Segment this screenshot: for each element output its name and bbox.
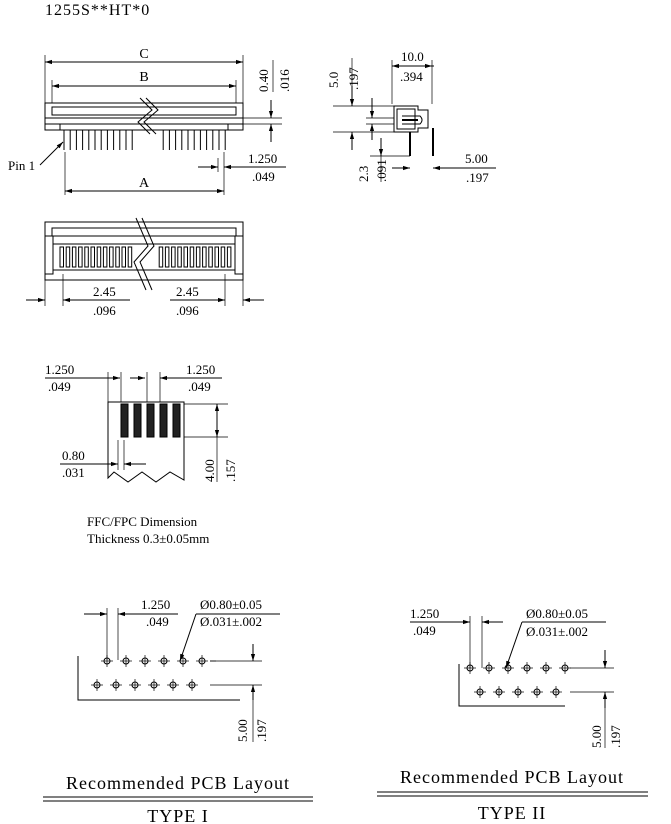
ffc-width-in: .031 (62, 465, 85, 480)
dim-c-label: C (139, 47, 149, 62)
contact (60, 247, 64, 267)
pcb1-spacing-mm: 5.00 (235, 719, 250, 742)
contact (215, 247, 219, 267)
pcb2-pitch-in: .049 (413, 623, 436, 638)
pcb1-hole-mm: Ø0.80±0.05 (200, 597, 263, 612)
top-view (8, 47, 292, 195)
side-offset-in: .197 (466, 170, 489, 185)
top-pitch-mm: 1.250 (248, 151, 278, 166)
side-lead-mm: 2.3 (356, 165, 371, 182)
pcb2-holes (464, 662, 571, 698)
ffc-conductor (160, 404, 167, 437)
pcb1-hole-in: Ø.031±.002 (200, 614, 263, 629)
contact (190, 247, 194, 267)
pcb1-holes (91, 655, 216, 691)
ffc-length-mm: 4.00 (202, 459, 217, 482)
pcb1-type-label: TYPE I (147, 806, 209, 824)
ffc-pitch-left-in: .049 (48, 379, 71, 394)
ffc-title: FFC/FPC Dimension (87, 514, 198, 529)
contact (178, 247, 182, 267)
pcb-layout-type2 (377, 606, 648, 823)
ffc-length-in: .157 (223, 459, 238, 482)
ffc-pitch-right-mm: 1.250 (186, 362, 216, 377)
pcb-layout-type1 (43, 597, 313, 824)
contact (209, 247, 213, 267)
contact (110, 247, 114, 267)
side-height-in: .197 (346, 67, 361, 90)
side-view (326, 49, 496, 185)
side-offset-mm: 5.00 (465, 151, 488, 166)
dim-b-label: B (139, 70, 149, 85)
contact (196, 247, 200, 267)
contact (172, 247, 176, 267)
pcb2-pitch-mm: 1.250 (410, 606, 440, 621)
pcb2-hole-mm: Ø0.80±0.05 (526, 606, 589, 621)
side-depth-in: .394 (400, 69, 423, 84)
ffc-dimension-view (45, 362, 238, 546)
contact (159, 247, 163, 267)
front-right-mm: 2.45 (176, 284, 199, 299)
part-number: 1255S**HT*0 (45, 2, 151, 19)
side-depth-mm: 10.0 (401, 49, 424, 64)
contact (165, 247, 169, 267)
ffc-pitch-left-mm: 1.250 (45, 362, 75, 377)
dim-a-label: A (138, 176, 150, 191)
contact (79, 247, 83, 267)
ffc-thickness: Thickness 0.3±0.05mm (87, 531, 210, 546)
pcb2-type-label: TYPE II (477, 803, 547, 823)
top-height-in: .016 (277, 69, 292, 92)
ffc-conductors (121, 404, 180, 437)
front-view (26, 218, 264, 318)
ffc-conductor (173, 404, 180, 437)
top-pins (64, 130, 225, 150)
contact (66, 247, 70, 267)
ffc-conductor (121, 404, 128, 437)
contact (97, 247, 101, 267)
pcb2-hole-in: Ø.031±.002 (526, 624, 589, 639)
contact (122, 247, 126, 267)
contact (116, 247, 120, 267)
front-contacts (60, 247, 231, 267)
pcb1-heading: Recommended PCB Layout (66, 773, 290, 793)
pcb1-pitch-in: .049 (146, 614, 169, 629)
contact (227, 247, 231, 267)
pcb1-spacing-in: .197 (254, 719, 269, 742)
front-left-mm: 2.45 (93, 284, 116, 299)
top-height-mm: 0.40 (256, 69, 271, 92)
contact (221, 247, 225, 267)
pcb2-spacing-in: .197 (608, 725, 623, 748)
pin1-label: Pin 1 (8, 158, 36, 173)
contact (203, 247, 207, 267)
front-left-in: .096 (93, 303, 116, 318)
front-right-in: .096 (176, 303, 199, 318)
contact (85, 247, 89, 267)
pcb2-heading: Recommended PCB Layout (400, 767, 624, 787)
contact (91, 247, 95, 267)
contact (128, 247, 132, 267)
pcb1-pitch-mm: 1.250 (141, 597, 171, 612)
pcb2-spacing-mm: 5.00 (589, 725, 604, 748)
side-lead-in: .091 (374, 159, 389, 182)
ffc-conductor (134, 404, 141, 437)
ffc-conductor (147, 404, 154, 437)
side-height-mm: 5.0 (326, 71, 341, 88)
ffc-width-mm: 0.80 (62, 448, 85, 463)
top-pitch-in: .049 (252, 169, 275, 184)
ffc-pitch-right-in: .049 (188, 379, 211, 394)
contact (184, 247, 188, 267)
contact (72, 247, 76, 267)
contact (103, 247, 107, 267)
